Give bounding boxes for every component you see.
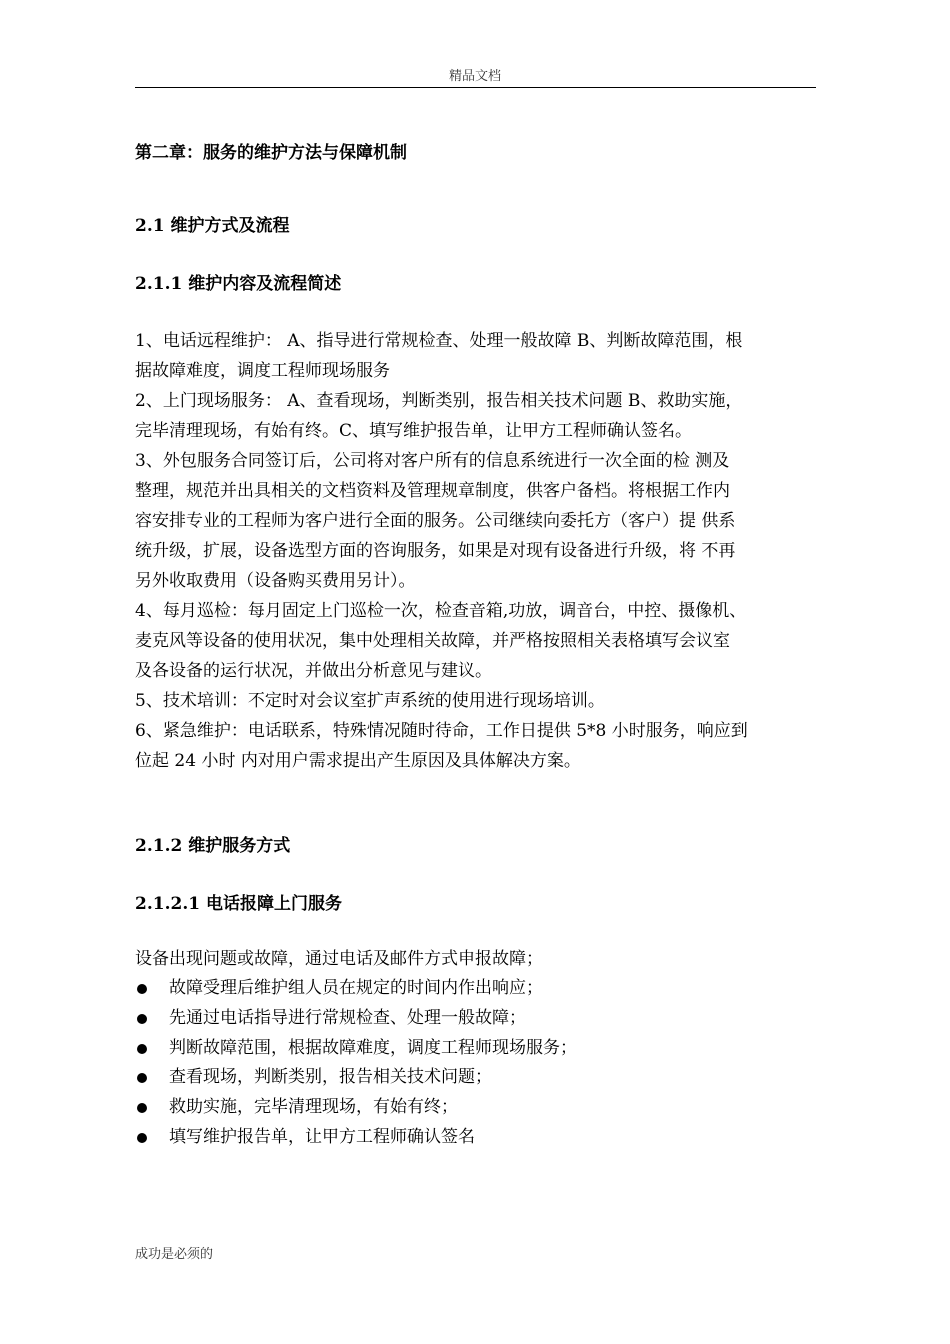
paragraph-line: 另外收取费用（设备购买费用另计）。 <box>135 571 416 591</box>
page-footer: 成功是必须的 <box>135 1247 214 1262</box>
list-item <box>135 974 819 1004</box>
header-divider <box>135 87 816 88</box>
paragraph-line: 4、每月巡检：每月固定上门巡检一次，检查音箱,功放，调音台，中控、摄像机、 <box>135 601 747 621</box>
paragraph-line: 容安排专业的工程师为客户进行全面的服务。公司继续向委托方（客户）提 供系 <box>135 511 736 531</box>
paragraph-line: 位起 24 小时 内对用户需求提出产生原因及具体解决方案。 <box>135 751 581 771</box>
bullet-dot-icon <box>137 1133 147 1143</box>
list-item-text: 查看现场，判断类别，报告相关技术问题； <box>169 1067 492 1088</box>
paragraph-line: 据故障难度，调度工程师现场服务 <box>135 361 390 381</box>
list-item <box>135 1093 819 1123</box>
list-item <box>135 1063 819 1093</box>
paragraph-line: 完毕清理现场，有始有终。C、填写维护报告单，让甲方工程师确认签名。 <box>135 421 693 441</box>
list-item-text: 判断故障范围，根据故障难度，调度工程师现场服务； <box>169 1037 577 1058</box>
service-intro <box>135 944 819 974</box>
intro-line: 设备出现问题或故障，通过电话及邮件方式申报故障； <box>135 949 543 969</box>
list-item <box>135 1123 819 1153</box>
maintenance-content-paragraph <box>135 326 819 776</box>
section-title-2-1-2-1: 2.1.2.1 电话报障上门服务 <box>135 894 342 914</box>
section-title-2-1-2: 2.1.2 维护服务方式 <box>135 836 291 856</box>
list-item-text: 先通过电话指导进行常规检查、处理一般故障； <box>169 1007 526 1028</box>
list-item <box>135 1004 819 1034</box>
paragraph-line: 2、上门现场服务： A、查看现场，判断类别，报告相关技术问题 B、救助实施， <box>135 391 743 411</box>
paragraph-line: 3、外包服务合同签订后，公司将对客户所有的信息系统进行一次全面的检 测及 <box>135 451 730 471</box>
bullet-dot-icon <box>137 1014 147 1024</box>
list-item-text: 救助实施，完毕清理现场，有始有终； <box>169 1097 458 1118</box>
paragraph-line: 6、紧急维护：电话联系，特殊情况随时待命，工作日提供 5*8 小时服务，响应到 <box>135 721 748 741</box>
service-steps-list <box>135 974 819 1153</box>
paragraph-line: 1、电话远程维护： A、指导进行常规检查、处理一般故障 B、判断故障范围，根 <box>135 331 743 351</box>
bullet-dot-icon <box>137 1103 147 1113</box>
list-item <box>135 1034 819 1064</box>
bullet-dot-icon <box>137 1073 147 1083</box>
list-item-text: 填写维护报告单，让甲方工程师确认签名 <box>169 1126 475 1147</box>
list-item-text: 故障受理后维护组人员在规定的时间内作出响应； <box>169 978 543 998</box>
section-title-2-1-1: 2.1.1 维护内容及流程简述 <box>135 274 342 294</box>
bullet-dot-icon <box>137 984 147 994</box>
paragraph-line: 及各设备的运行状况，并做出分析意见与建议。 <box>135 661 492 681</box>
chapter-title: 第二章：服务的维护方法与保障机制 <box>135 143 407 163</box>
paragraph-line: 整理，规范并出具相关的文档资料及管理规章制度，供客户备档。将根据工作内 <box>135 481 730 501</box>
bullet-dot-icon <box>137 1044 147 1054</box>
paragraph-line: 麦克风等设备的使用状况，集中处理相关故障，并严格按照相关表格填写会议室 <box>135 631 730 651</box>
paragraph-line: 统升级，扩展，设备选型方面的咨询服务，如果是对现有设备进行升级，将 不再 <box>135 541 736 561</box>
paragraph-line: 5、技术培训：不定时对会议室扩声系统的使用进行现场培训。 <box>135 691 605 711</box>
page-header: 精品文档 <box>448 69 501 84</box>
section-title-2-1: 2.1 维护方式及流程 <box>135 216 290 236</box>
